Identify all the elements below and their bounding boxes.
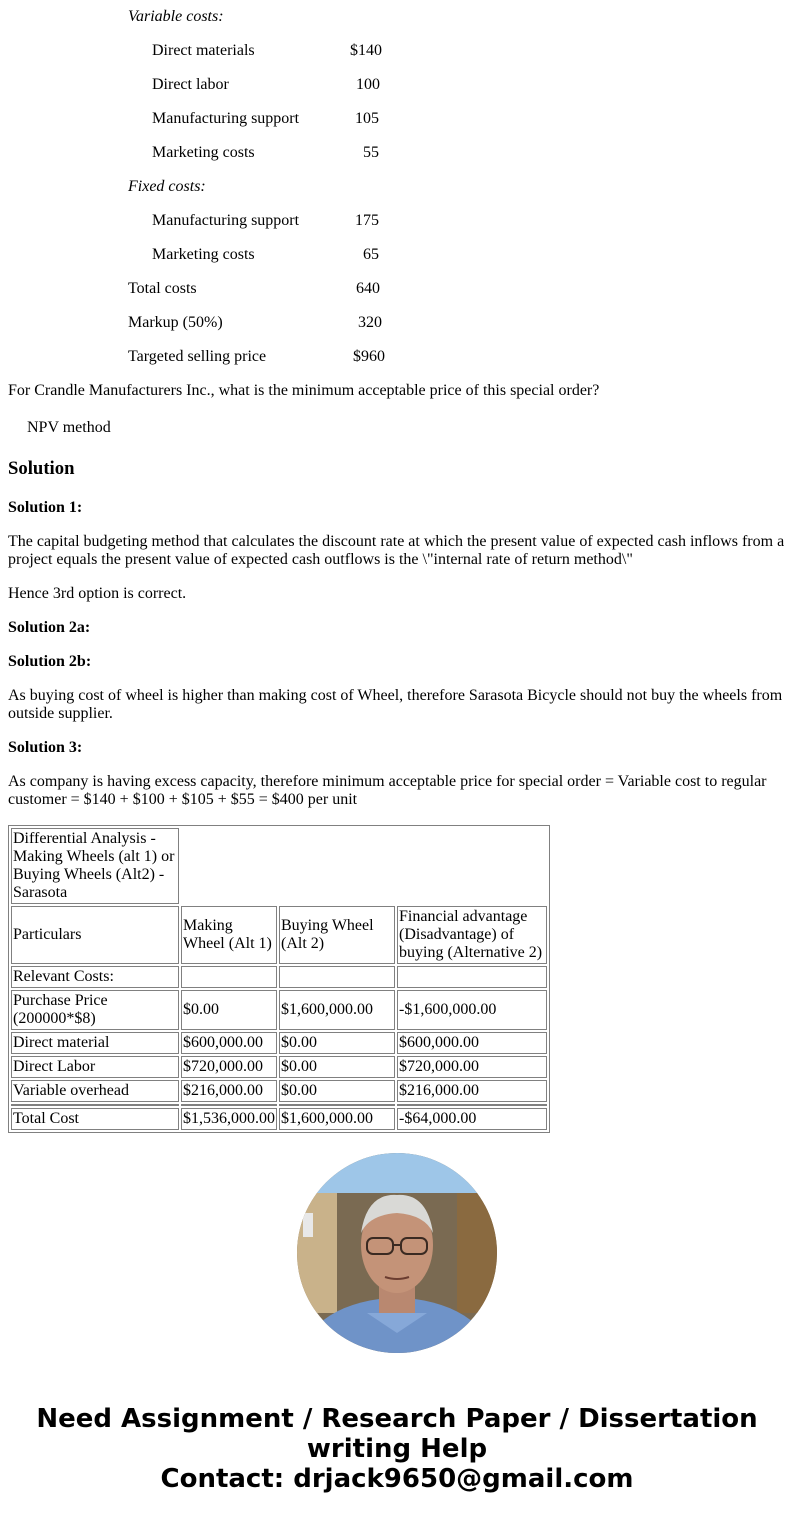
cost-row [128,314,428,348]
cost-schedule [128,8,428,382]
table-title-spacer [181,828,547,904]
table-cell [397,966,547,988]
solution-2b-text: As buying cost of wheel is higher than making cost of Wheel, therefore Sarasota Bicycle should not buy the wheels from outside supplier. [8,687,783,722]
cost-value: $140 [350,42,382,59]
table-header-cell: Buying Wheel (Alt 2) [279,906,395,964]
table-title: Differential Analysis - Making Wheels (alt 1) or Buying Wheels (Alt2) - Sarasota [11,828,179,904]
table-cell: -$1,600,000.00 [397,990,547,1030]
total-costs-value: 640 [356,280,380,297]
table-cell: $1,536,000.00 [181,1108,277,1130]
differential-analysis-table-wrapper [8,825,550,1133]
table-header-row [11,906,547,964]
table-cell: Direct Labor [11,1056,179,1078]
selling-price-value: $960 [353,348,385,365]
solution-3-heading: Solution 3: [8,739,83,756]
table-header-cell: Financial advantage (Disadvantage) of buying (Alternative 2) [397,906,547,964]
differential-analysis-table [8,825,550,1133]
table-row [11,1080,547,1102]
table-cell [279,966,395,988]
cost-value: 175 [355,212,379,229]
footer-line: Need Assignment / Research Paper / Dissertation [36,1404,758,1434]
cost-value: 105 [355,110,379,127]
table-cell: $720,000.00 [181,1056,277,1078]
variable-costs-heading: Variable costs: [128,8,224,25]
table-row [11,1032,547,1054]
cost-value: 100 [356,76,380,93]
cost-label: Marketing costs [152,144,255,161]
cost-row [128,246,428,280]
solution-1-conclusion: Hence 3rd option is correct. [8,585,187,602]
table-cell: -$64,000.00 [397,1108,547,1130]
table-cell: $216,000.00 [181,1080,277,1102]
cost-value: 65 [363,246,379,263]
footer-line: writing Help [306,1434,488,1464]
total-costs-label: Total costs [128,280,197,297]
table-cell: $600,000.00 [181,1032,277,1054]
avatar-photo [297,1153,497,1353]
table-cell: Total Cost [11,1108,179,1130]
solution-3-text: As company is having excess capacity, therefore minimum acceptable price for special order = Variable cost to regular customer = $140 + $100 + $105 + $55 = $400 per unit [8,773,767,808]
table-cell: Purchase Price (200000*$8) [11,990,179,1030]
selling-price-label: Targeted selling price [128,348,267,365]
table-cell: $1,600,000.00 [279,1108,395,1130]
answer-option: NPV method [27,419,111,436]
cost-row [128,144,428,178]
markup-label: Markup (50%) [128,314,223,331]
table-cell: $216,000.00 [397,1080,547,1102]
footer-banner [0,1404,794,1494]
cost-label: Direct labor [152,76,229,93]
solution-1-heading: Solution 1: [8,499,83,516]
table-cell: $1,600,000.00 [279,990,395,1030]
table-cell: $720,000.00 [397,1056,547,1078]
table-cell: $0.00 [279,1056,395,1078]
table-row [11,990,547,1030]
footer-contact: Contact: drjack9650@gmail.com [160,1464,634,1494]
table-title-row [11,828,547,904]
table-row [11,1056,547,1078]
markup-value: 320 [358,314,382,331]
table-cell [181,966,277,988]
table-cell: $600,000.00 [397,1032,547,1054]
table-cell: Direct material [11,1032,179,1054]
table-header-cell: Making Wheel (Alt 1) [181,906,277,964]
table-row [11,966,547,988]
table-header-cell: Particulars [11,906,179,964]
table-cell [279,1104,395,1106]
table-cell: $0.00 [279,1080,395,1102]
table-cell [397,1104,547,1106]
avatar [297,1153,497,1353]
table-row-spacer [11,1104,547,1106]
solution-1-text: The capital budgeting method that calculates the discount rate at which the present value of expected cash inflows from a project equals the present value of expected cash outflows is the \"internal rate of return method\" [8,533,785,568]
table-cell: $0.00 [181,990,277,1030]
table-cell: $0.00 [279,1032,395,1054]
cost-label: Direct materials [152,42,255,59]
variable-costs-heading-row [128,8,428,42]
cost-row [128,280,428,314]
cost-label: Manufacturing support [152,212,300,229]
cost-row [128,110,428,144]
cost-row [128,76,428,110]
cost-row [128,348,428,382]
question-text: For Crandle Manufacturers Inc., what is the minimum acceptable price of this special order? [8,382,600,399]
solution-2a-heading: Solution 2a: [8,619,91,636]
table-cell [181,1104,277,1106]
solution-2b-heading: Solution 2b: [8,653,92,670]
cost-value: 55 [363,144,379,161]
table-cell: Variable overhead [11,1080,179,1102]
cost-label: Manufacturing support [152,110,300,127]
cost-row [128,212,428,246]
solution-heading: Solution [8,458,75,479]
fixed-costs-heading: Fixed costs: [128,178,206,195]
cost-row [128,42,428,76]
table-cell [11,1104,179,1106]
table-cell: Relevant Costs: [11,966,179,988]
table-total-row [11,1108,547,1130]
fixed-costs-heading-row [128,178,428,212]
cost-label: Marketing costs [152,246,255,263]
